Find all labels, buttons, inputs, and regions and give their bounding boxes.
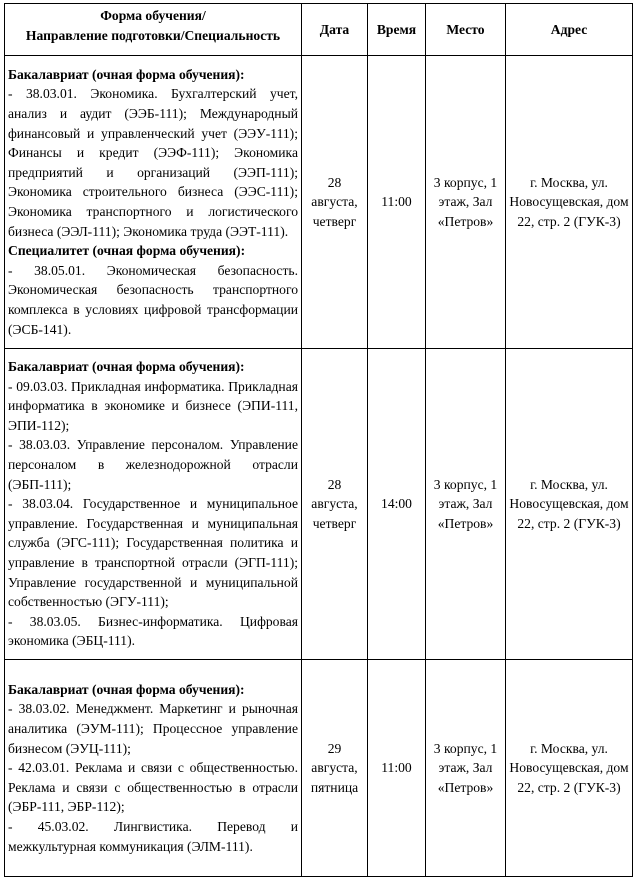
program-item: - 38.03.01. Экономика. Бухгалтерский учет, анализ и аудит (ЭЭБ-111); Международный финансовый и управленческий учет (ЭЭУ-111); Финансы и кредит (ЭЭФ-111); Экономика предприятий и организаций (ЭЭП-111); Экономика строительного бизнеса (ЭЭС-111); Экономика транспортного и логистического бизнеса (ЭЭЛ-111); Экономика труда (ЭЭТ-111). — [8, 86, 298, 239]
header-program-line2: Направление подготовки/Специальность — [25, 27, 281, 43]
program-cell — [5, 56, 302, 349]
program-item: - 38.03.05. Бизнес-информатика. Цифровая экономика (ЭБЦ-111). — [8, 613, 298, 649]
section-heading: Специалитет (очная форма обучения): — [8, 243, 246, 259]
table-row — [5, 660, 633, 877]
address-cell: г. Москва, ул. Новосущевская, дом 22, стр. 2 (ГУК-3) — [506, 56, 633, 349]
header-program-line1: Форма обучения/ — [100, 8, 206, 23]
program-cell — [5, 660, 302, 877]
program-item: - 42.03.01. Реклама и связи с общественностью. Реклама и связи с общественностью в отрасли (ЭБР-111, ЭБР-112); — [8, 760, 298, 815]
program-item: - 45.03.02. Лингвистика. Перевод и межкультурная коммуникация (ЭЛМ-111). — [8, 818, 298, 854]
section-heading: Бакалавриат (очная форма обучения): — [8, 681, 245, 697]
time-cell: 11:00 — [368, 56, 426, 349]
section-heading: Бакалавриат (очная форма обучения): — [8, 66, 245, 82]
place-cell: 3 корпус, 1 этаж, Зал «Петров» — [426, 349, 506, 660]
header-time: Время — [368, 4, 426, 56]
date-cell: 28 августа, четверг — [302, 349, 368, 660]
program-item: - 38.05.01. Экономическая безопасность. Экономическая безопасность транспортного комплекса в условиях цифровой трансформации (ЭСБ-141). — [8, 262, 298, 337]
header-date: Дата — [302, 4, 368, 56]
time-cell: 14:00 — [368, 349, 426, 660]
date-cell: 29 августа, пятница — [302, 660, 368, 877]
place-cell: 3 корпус, 1 этаж, Зал «Петров» — [426, 56, 506, 349]
header-row — [5, 4, 633, 56]
table-row — [5, 56, 633, 349]
place-cell: 3 корпус, 1 этаж, Зал «Петров» — [426, 660, 506, 877]
address-cell: г. Москва, ул. Новосущевская, дом 22, стр. 2 (ГУК-3) — [506, 349, 633, 660]
header-place: Место — [426, 4, 506, 56]
program-cell — [5, 349, 302, 660]
program-item: - 38.03.04. Государственное и муниципальное управление. Государственная и муниципальная служба (ЭГС-111); Государственная политика и управление в транспортной отрасли (ЭГП-111); Управление государственной и муниципальной собственностью (ЭГУ-111); — [8, 496, 298, 610]
address-cell: г. Москва, ул. Новосущевская, дом 22, стр. 2 (ГУК-3) — [506, 660, 633, 877]
table-row — [5, 349, 633, 660]
time-cell: 11:00 — [368, 660, 426, 877]
program-item: - 09.03.03. Прикладная информатика. Прикладная информатика в экономике и бизнесе (ЭПИ-111, ЭПИ-112); — [8, 378, 298, 433]
program-item: - 38.03.02. Менеджмент. Маркетинг и рыночная аналитика (ЭУМ-111); Процессное управление бизнесом (ЭУЦ-111); — [8, 701, 298, 756]
schedule-table — [4, 3, 633, 877]
program-item: - 38.03.03. Управление персоналом. Управление персоналом в железнодорожной отрасли (ЭБП-111); — [8, 437, 298, 492]
date-cell: 28 августа, четверг — [302, 56, 368, 349]
section-heading: Бакалавриат (очная форма обучения): — [8, 359, 245, 375]
header-program — [5, 4, 302, 56]
header-address: Адрес — [506, 4, 633, 56]
